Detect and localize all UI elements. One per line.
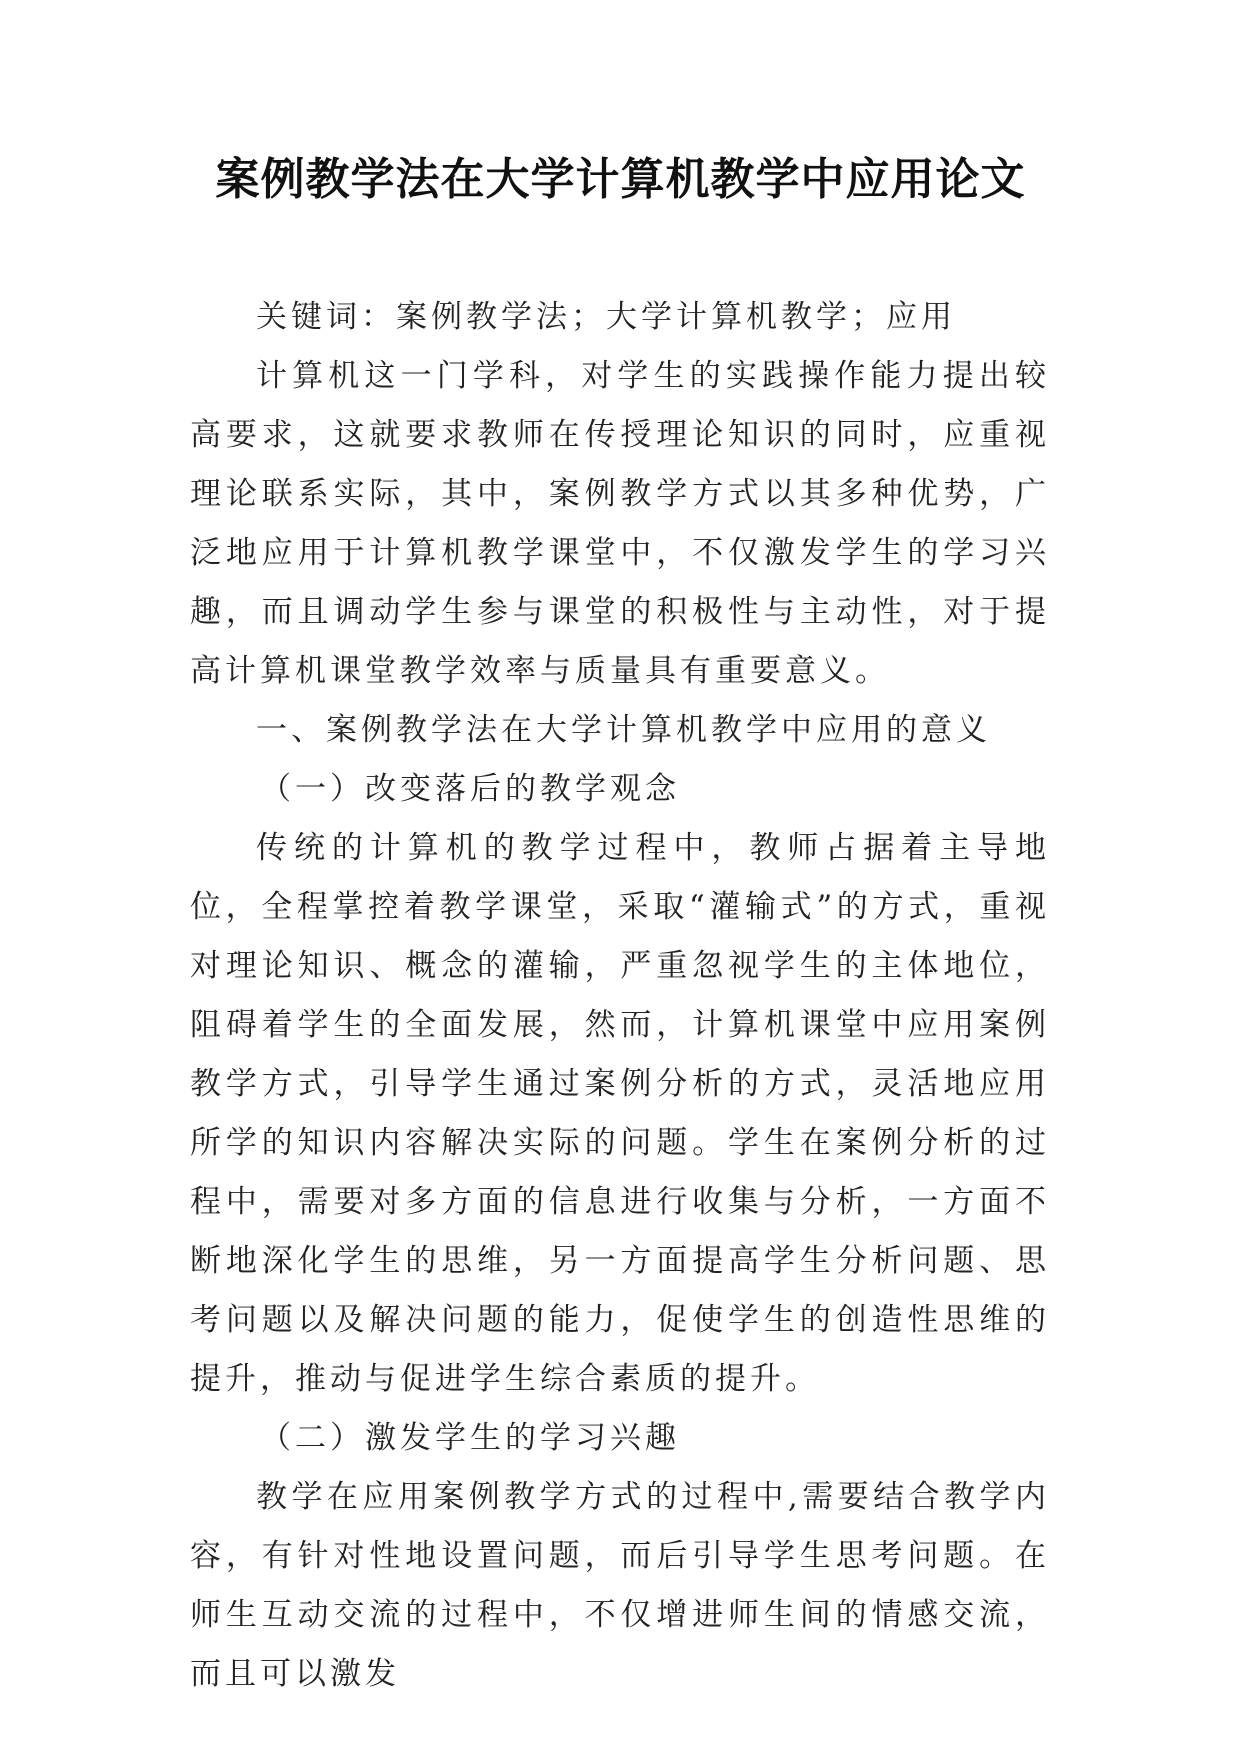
document-title: 案例教学法在大学计算机教学中应用论文: [215, 154, 1026, 205]
document-body: [190, 288, 1050, 1704]
subsection-heading: （一）改变落后的教学观念: [260, 771, 680, 807]
subsection-heading: （二）激发学生的学习兴趣: [260, 1420, 680, 1456]
intro-paragraph: 计算机这一门学科，对学生的实践操作能力提出较高要求，这就要求教师在传授理论知识的同时，应重视理论联系实际，其中，案例教学方式以其多种优势，广泛地应用于计算机教学课堂中，不仅激发学生的学习兴趣，而且调动学生参与课堂的积极性与主动性，对于提高计算机课堂教学效率与质量具有重要意义。: [190, 358, 1050, 689]
body-paragraph: 教学在应用案例教学方式的过程中,需要结合教学内容，有针对性地设置问题，而后引导学生思考问题。在师生互动交流的过程中，不仅增进师生间的情感交流，而且可以激发: [190, 1479, 1050, 1692]
keywords-line: 关键词：案例教学法；大学计算机教学；应用: [256, 299, 956, 335]
section-heading: 一、案例教学法在大学计算机教学中应用的意义: [256, 712, 991, 748]
body-paragraph: 传统的计算机的教学过程中，教师占据着主导地位，全程掌控着教学课堂，采取“灌输式”的方式，重视对理论知识、概念的灌输，严重忽视学生的主体地位，阻碍着学生的全面发展，然而，计算机课堂中应用案例教学方式，引导学生通过案例分析的方式，灵活地应用所学的知识内容解决实际的问题。学生在案例分析的过程中，需要对多方面的信息进行收集与分析，一方面不断地深化学生的思维，另一方面提高学生分析问题、思考问题以及解决问题的能力，促使学生的创造性思维的提升，推动与促进学生综合素质的提升。: [190, 830, 1050, 1397]
